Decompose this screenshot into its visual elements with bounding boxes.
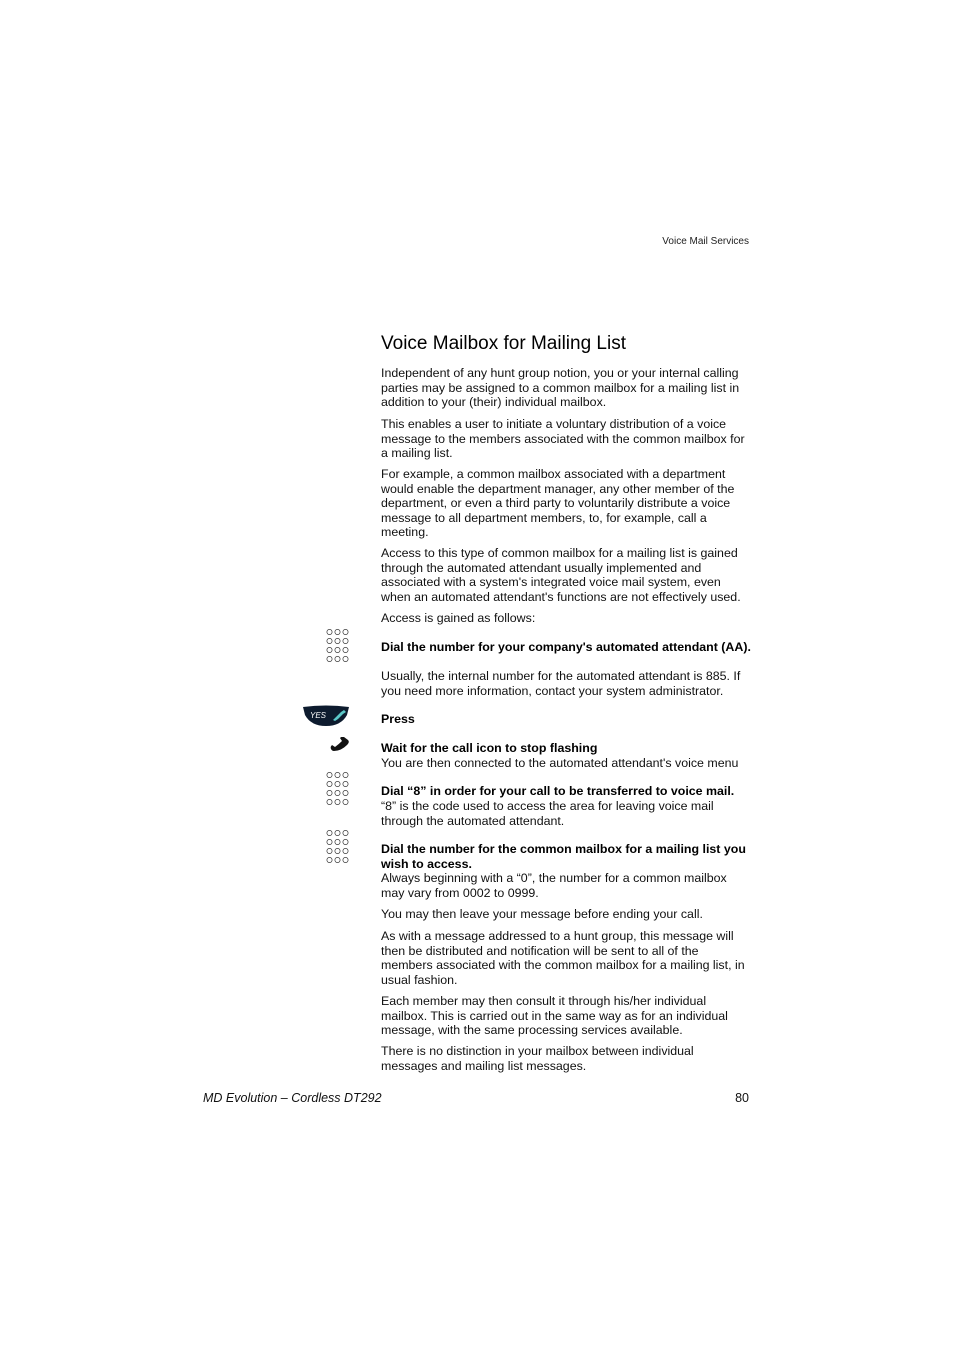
keypad-icon (326, 628, 350, 664)
intro-paragraph-2: This enables a user to initiate a voluntary distribution of a voice message to the members associated with the common mailbox for a mailing list. (381, 417, 745, 460)
page-header-section: Voice Mail Services (662, 236, 749, 247)
intro-paragraph-4: Access to this type of common mailbox for a mailing list is gained through the automated attendant usually implemented and associated with a system's integrated voice mail system, even when an automated attendant's functions are not effectively used. (381, 546, 741, 604)
intro-paragraph-5: Access is gained as follows: (381, 611, 536, 625)
footer-product-name: MD Evolution – Cordless DT292 (203, 1091, 382, 1105)
step-2-instruction: Press (381, 712, 415, 726)
step-1-instruction: Dial the number for your company's automated attendant (AA). (381, 640, 751, 654)
intro-paragraph-1: Independent of any hunt group notion, you or your internal calling parties may be assigned to a common mailbox for a mailing list in addition to your (their) individual mailbox. (381, 366, 740, 409)
intro-paragraph-3: For example, a common mailbox associated with a department would enable the department manager, any other member of the department, or even a third party to voluntarily distribute a voice message to all department members, to, for example, call a meeting. (381, 467, 735, 539)
closing-paragraph-4: There is no distinction in your mailbox between individual messages and mailing list messages. (381, 1044, 694, 1073)
keypad-icon (326, 771, 350, 807)
step-1-detail: Usually, the internal number for the automated attendant is 885. If you need more information, contact your system administrator. (381, 669, 741, 698)
footer-page-number: 80 (735, 1091, 749, 1105)
closing-paragraph-1: You may then leave your message before ending your call. (381, 907, 703, 921)
step-5-detail: Always beginning with a “0”, the number for a common mailbox may vary from 0002 to 0999. (381, 871, 727, 900)
page-title: Voice Mailbox for Mailing List (381, 333, 626, 354)
handset-icon (330, 737, 350, 751)
closing-paragraph-2: As with a message addressed to a hunt group, this message will then be distributed and notification will be sent to all of the members associated with the common mailbox for a mailing list, in usual fashion. (381, 929, 745, 987)
closing-paragraph-3: Each member may then consult it through his/her individual mailbox. This is carried out in the same way as for an individual message, with the same processing services available. (381, 994, 728, 1037)
step-4-detail: “8” is the code used to access the area for leaving voice mail through the automated attendant. (381, 799, 714, 828)
yes-key-icon (303, 705, 349, 726)
yes-key-label: YES (310, 711, 327, 720)
step-3-instruction: Wait for the call icon to stop flashing (381, 741, 598, 755)
step-4-instruction: Dial “8” in order for your call to be transferred to voice mail. (381, 784, 735, 798)
step-3-detail: You are then connected to the automated attendant's voice menu (381, 756, 739, 770)
keypad-icon (326, 829, 350, 865)
step-5-instruction: Dial the number for the common mailbox for a mailing list you wish to access. (381, 842, 746, 871)
